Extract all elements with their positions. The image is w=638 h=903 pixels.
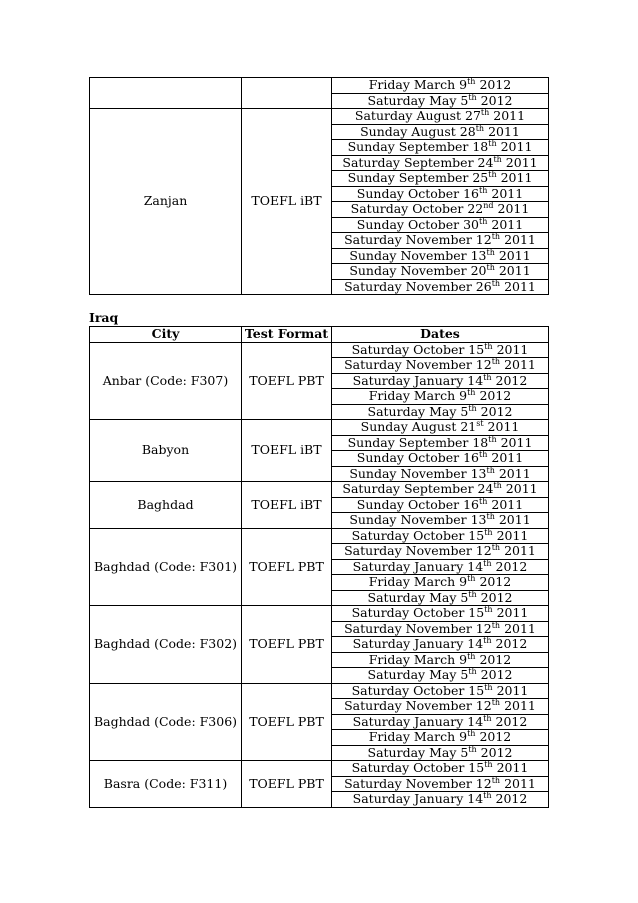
date-day: Sunday October 16 xyxy=(356,450,480,465)
date-cell xyxy=(332,590,549,606)
test-format-cell: TOEFL iBT xyxy=(242,109,332,295)
date-cell xyxy=(332,637,549,653)
test-format-cell xyxy=(242,78,332,109)
city-cell: Anbar (Code: F307) xyxy=(90,342,242,420)
date-year: 2011 xyxy=(498,263,531,278)
date-cell xyxy=(332,544,549,560)
date-ordinal-suffix: th xyxy=(484,760,493,769)
date-cell xyxy=(332,217,549,233)
date-ordinal-suffix: th xyxy=(483,791,492,800)
date-ordinal-suffix: th xyxy=(484,605,493,614)
city-cell: Zanjan xyxy=(90,109,242,295)
date-day: Saturday January 14 xyxy=(352,373,484,388)
date-cell xyxy=(332,482,549,498)
date-cell xyxy=(332,202,549,218)
test-format-cell: TOEFL iBT xyxy=(242,482,332,529)
date-cell xyxy=(332,373,549,389)
date-day: Sunday August 28 xyxy=(360,124,476,139)
date-ordinal-suffix: th xyxy=(486,248,495,257)
date-cell xyxy=(332,435,549,451)
date-ordinal-suffix: nd xyxy=(483,201,494,210)
date-cell xyxy=(332,528,549,544)
date-cell xyxy=(332,559,549,575)
date-cell xyxy=(332,699,549,715)
date-day: Sunday August 21 xyxy=(360,419,477,434)
date-year: 2011 xyxy=(491,497,524,512)
date-year: 2011 xyxy=(504,621,536,636)
date-cell xyxy=(332,186,549,202)
city-cell: Baghdad xyxy=(90,482,242,529)
date-day: Sunday October 30 xyxy=(356,217,480,232)
test-format-cell: TOEFL PBT xyxy=(242,683,332,761)
date-day: Friday March 9 xyxy=(368,729,468,744)
date-year: 2011 xyxy=(487,419,520,434)
date-ordinal-suffix: th xyxy=(486,512,495,521)
date-ordinal-suffix: th xyxy=(467,77,476,86)
date-day: Saturday November 26 xyxy=(344,279,492,294)
date-day: Saturday November 12 xyxy=(344,357,492,372)
date-day: Sunday October 16 xyxy=(356,497,480,512)
table-row xyxy=(90,342,549,358)
date-day: Saturday May 5 xyxy=(367,93,469,108)
date-ordinal-suffix: th xyxy=(483,636,492,645)
date-ordinal-suffix: th xyxy=(491,279,501,288)
date-day: Saturday January 14 xyxy=(352,791,484,806)
date-cell xyxy=(332,420,549,436)
date-cell xyxy=(332,714,549,730)
date-day: Saturday October 15 xyxy=(351,683,485,698)
date-ordinal-suffix: th xyxy=(468,745,477,754)
table-row xyxy=(90,420,549,436)
date-cell xyxy=(332,342,549,358)
date-year: 2011 xyxy=(504,357,536,372)
date-year: 2012 xyxy=(479,729,512,744)
date-year: 2012 xyxy=(480,745,513,760)
date-day: Saturday October 22 xyxy=(350,201,484,216)
table-row xyxy=(90,109,549,125)
date-day: Saturday September 24 xyxy=(342,481,494,496)
date-cell xyxy=(332,279,549,295)
city-cell: Baghdad (Code: F301) xyxy=(90,528,242,606)
city-cell: Basra (Code: F311) xyxy=(90,761,242,808)
date-year: 2011 xyxy=(498,248,531,263)
date-year: 2012 xyxy=(495,636,528,651)
test-format-cell: TOEFL PBT xyxy=(242,342,332,420)
date-year: 2011 xyxy=(496,605,529,620)
date-day: Saturday January 14 xyxy=(352,636,484,651)
date-year: 2011 xyxy=(505,481,538,496)
date-cell xyxy=(332,404,549,420)
date-ordinal-suffix: th xyxy=(483,714,492,723)
date-day: Sunday September 25 xyxy=(347,170,489,185)
date-day: Saturday August 27 xyxy=(354,108,481,123)
date-cell xyxy=(332,761,549,777)
date-day: Friday March 9 xyxy=(368,388,468,403)
date-day: Saturday May 5 xyxy=(367,590,469,605)
date-cell xyxy=(332,497,549,513)
date-ordinal-suffix: th xyxy=(479,497,488,506)
date-ordinal-suffix: th xyxy=(491,357,501,366)
date-cell xyxy=(332,668,549,684)
city-cell xyxy=(90,78,242,109)
date-year: 2011 xyxy=(500,170,533,185)
date-year: 2011 xyxy=(496,760,529,775)
date-day: Saturday May 5 xyxy=(367,667,469,682)
date-year: 2012 xyxy=(479,652,512,667)
date-cell xyxy=(332,776,549,792)
date-day: Sunday November 13 xyxy=(349,512,487,527)
table-row xyxy=(90,528,549,544)
date-cell xyxy=(332,264,549,280)
date-day: Saturday October 15 xyxy=(351,760,485,775)
city-cell: Baghdad (Code: F306) xyxy=(90,683,242,761)
date-day: Saturday October 15 xyxy=(351,528,485,543)
date-year: 2012 xyxy=(479,574,512,589)
iraq-schedule-body xyxy=(90,342,549,807)
date-day: Friday March 9 xyxy=(368,77,468,92)
test-format-cell: TOEFL PBT xyxy=(242,528,332,606)
section-title-iraq: Iraq xyxy=(89,310,119,325)
date-year: 2011 xyxy=(491,186,524,201)
date-day: Saturday November 12 xyxy=(344,698,492,713)
date-year: 2011 xyxy=(504,279,536,294)
date-ordinal-suffix: th xyxy=(467,652,476,661)
date-year: 2011 xyxy=(488,124,520,139)
date-cell xyxy=(332,745,549,761)
date-day: Saturday November 12 xyxy=(344,543,492,558)
date-year: 2012 xyxy=(479,77,512,92)
date-day: Saturday January 14 xyxy=(352,714,484,729)
date-year: 2012 xyxy=(480,93,513,108)
date-ordinal-suffix: th xyxy=(486,263,495,272)
date-ordinal-suffix: th xyxy=(479,186,488,195)
date-ordinal-suffix: th xyxy=(491,621,501,630)
test-format-cell: TOEFL PBT xyxy=(242,606,332,684)
date-ordinal-suffix: st xyxy=(476,419,484,428)
date-year: 2011 xyxy=(491,450,524,465)
date-cell xyxy=(332,109,549,125)
date-cell xyxy=(332,358,549,374)
date-cell xyxy=(332,466,549,482)
city-cell: Babyon xyxy=(90,420,242,482)
date-year: 2011 xyxy=(504,543,536,558)
date-year: 2011 xyxy=(496,683,529,698)
date-year: 2011 xyxy=(504,776,536,791)
date-day: Saturday November 12 xyxy=(344,621,492,636)
date-ordinal-suffix: th xyxy=(467,388,476,397)
date-year: 2011 xyxy=(493,108,526,123)
date-day: Saturday September 24 xyxy=(342,155,494,170)
date-cell xyxy=(332,389,549,405)
date-ordinal-suffix: th xyxy=(480,108,490,117)
date-ordinal-suffix: th xyxy=(468,93,477,102)
date-year: 2012 xyxy=(480,590,513,605)
city-cell: Baghdad (Code: F302) xyxy=(90,606,242,684)
date-cell xyxy=(332,621,549,637)
date-day: Sunday September 18 xyxy=(347,139,489,154)
date-cell xyxy=(332,155,549,171)
header-dates: Dates xyxy=(332,327,549,343)
date-cell xyxy=(332,792,549,808)
date-ordinal-suffix: th xyxy=(491,776,501,785)
date-year: 2011 xyxy=(500,139,533,154)
date-cell xyxy=(332,140,549,156)
date-cell xyxy=(332,93,549,109)
header-test-format: Test Format xyxy=(242,327,332,343)
date-day: Sunday November 20 xyxy=(349,263,487,278)
date-day: Sunday November 13 xyxy=(349,466,487,481)
date-day: Saturday January 14 xyxy=(352,559,484,574)
date-year: 2012 xyxy=(495,373,528,388)
date-cell xyxy=(332,575,549,591)
date-year: 2011 xyxy=(498,512,531,527)
date-ordinal-suffix: th xyxy=(479,217,488,226)
date-ordinal-suffix: th xyxy=(468,590,477,599)
date-day: Friday March 9 xyxy=(368,574,468,589)
date-ordinal-suffix: th xyxy=(483,559,492,568)
table-header-row xyxy=(90,327,549,343)
date-cell xyxy=(332,451,549,467)
date-cell xyxy=(332,233,549,249)
date-ordinal-suffix: th xyxy=(488,435,497,444)
table-row xyxy=(90,683,549,699)
date-ordinal-suffix: th xyxy=(479,450,488,459)
date-day: Saturday November 12 xyxy=(344,232,492,247)
top-schedule-body xyxy=(90,78,549,295)
date-ordinal-suffix: th xyxy=(475,124,485,133)
table-row xyxy=(90,761,549,777)
table-row xyxy=(90,78,549,94)
date-year: 2012 xyxy=(479,388,512,403)
date-cell xyxy=(332,652,549,668)
date-cell xyxy=(332,248,549,264)
date-year: 2012 xyxy=(480,404,513,419)
test-format-cell: TOEFL iBT xyxy=(242,420,332,482)
date-year: 2011 xyxy=(491,217,524,232)
date-day: Sunday October 16 xyxy=(356,186,480,201)
date-ordinal-suffix: th xyxy=(484,528,493,537)
date-day: Saturday May 5 xyxy=(367,404,469,419)
date-ordinal-suffix: th xyxy=(493,481,502,490)
date-day: Saturday November 12 xyxy=(344,776,492,791)
date-ordinal-suffix: th xyxy=(488,139,497,148)
date-cell xyxy=(332,683,549,699)
date-ordinal-suffix: th xyxy=(493,155,502,164)
date-year: 2012 xyxy=(495,559,528,574)
table-row xyxy=(90,482,549,498)
date-ordinal-suffix: th xyxy=(467,729,476,738)
date-ordinal-suffix: th xyxy=(491,232,501,241)
date-day: Saturday October 15 xyxy=(351,605,485,620)
date-cell xyxy=(332,513,549,529)
date-year: 2012 xyxy=(495,714,528,729)
date-year: 2011 xyxy=(504,232,536,247)
date-year: 2011 xyxy=(505,155,538,170)
date-day: Saturday May 5 xyxy=(367,745,469,760)
date-ordinal-suffix: th xyxy=(468,404,477,413)
date-year: 2012 xyxy=(480,667,513,682)
date-ordinal-suffix: th xyxy=(488,170,497,179)
date-day: Sunday November 13 xyxy=(349,248,487,263)
date-ordinal-suffix: th xyxy=(491,698,501,707)
date-cell xyxy=(332,606,549,622)
date-ordinal-suffix: th xyxy=(484,342,493,351)
top-schedule-table xyxy=(89,77,549,295)
document-page xyxy=(89,77,548,808)
date-ordinal-suffix: th xyxy=(483,373,492,382)
date-cell xyxy=(332,124,549,140)
date-day: Friday March 9 xyxy=(368,652,468,667)
date-day: Sunday September 18 xyxy=(347,435,489,450)
date-cell xyxy=(332,78,549,94)
table-row xyxy=(90,606,549,622)
date-year: 2011 xyxy=(500,435,533,450)
date-year: 2011 xyxy=(496,528,529,543)
date-day: Saturday October 15 xyxy=(351,342,485,357)
date-year: 2011 xyxy=(497,201,530,216)
date-cell xyxy=(332,171,549,187)
date-ordinal-suffix: th xyxy=(468,667,477,676)
date-ordinal-suffix: th xyxy=(467,574,476,583)
header-city: City xyxy=(90,327,242,343)
date-ordinal-suffix: th xyxy=(491,543,501,552)
date-cell xyxy=(332,730,549,746)
date-year: 2011 xyxy=(496,342,529,357)
date-ordinal-suffix: th xyxy=(484,683,493,692)
date-year: 2012 xyxy=(495,791,528,806)
date-ordinal-suffix: th xyxy=(486,466,495,475)
date-year: 2011 xyxy=(504,698,536,713)
iraq-schedule-table xyxy=(89,326,549,808)
test-format-cell: TOEFL PBT xyxy=(242,761,332,808)
date-year: 2011 xyxy=(498,466,531,481)
